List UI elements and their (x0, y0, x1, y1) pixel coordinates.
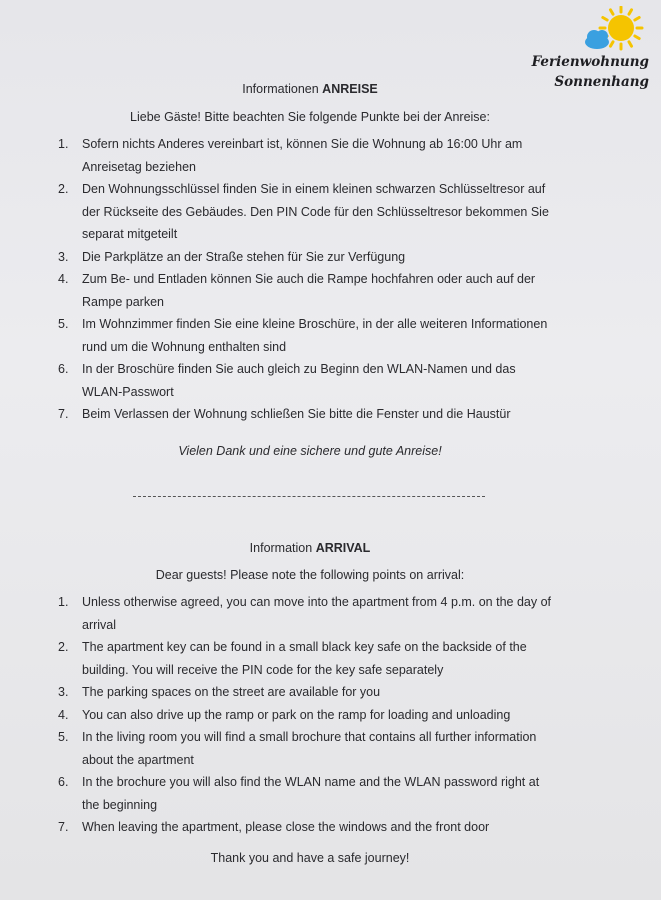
german-closing: Vielen Dank und eine sichere und gute Anreise! (178, 444, 442, 458)
list-item-number: 7. (58, 820, 69, 834)
list-item-number: 6. (58, 775, 69, 789)
list-item-line: Die Parkplätze an der Straße stehen für Sie zur Verfügung (82, 249, 406, 264)
list-item-number: 5. (58, 317, 69, 331)
list-item (58, 681, 598, 704)
german-title (0, 82, 620, 96)
sun-ray (611, 42, 614, 46)
list-item (58, 268, 598, 313)
brand-line-1: Ferienwohnung (531, 54, 649, 70)
english-intro: Dear guests! Please note the following points on arrival: (155, 568, 465, 582)
list-item (58, 816, 598, 839)
list-item-number: 3. (58, 249, 69, 264)
list-item-number: 2. (58, 182, 69, 196)
list-item (58, 358, 598, 403)
list-item (58, 246, 598, 269)
english-closing: Thank you and have a safe journey! (210, 851, 410, 865)
list-item-number: 4. (58, 272, 69, 286)
list-item (58, 313, 598, 358)
list-item-line: Unless otherwise agreed, you can move into the apartment from 4 p.m. on the day of (82, 595, 552, 609)
sun-ray (635, 18, 639, 21)
list-item-line: In the brochure you will also find the WLAN name and the WLAN password right at (82, 775, 540, 789)
german-intro: Liebe Gäste! Bitte beachten Sie folgende Punkte bei der Anreise: (130, 110, 490, 124)
list-item-line: When leaving the apartment, please close the windows and the front door (82, 820, 490, 834)
sun-ray (635, 36, 639, 39)
list-item (58, 636, 598, 681)
sun-cloud-icon (583, 6, 645, 56)
list-item-line: Rampe parken (82, 294, 164, 309)
list-item-number: 4. (58, 707, 69, 722)
german-list (58, 133, 598, 426)
list-item-line: The parking spaces on the street are available for you (82, 685, 381, 699)
english-list (58, 591, 598, 839)
sun-ray (603, 18, 607, 21)
list-item (58, 133, 598, 178)
list-item-line: The apartment key can be found in a small black key safe on the backside of the (82, 640, 527, 654)
list-item-number: 7. (58, 407, 69, 421)
english-title-bold: ARRIVAL (315, 541, 371, 555)
list-item (58, 591, 598, 636)
list-item-number: 1. (58, 137, 69, 151)
list-item (58, 178, 598, 246)
list-item (58, 771, 598, 816)
sun-ray (611, 10, 614, 14)
section-divider (133, 496, 485, 497)
list-item-line: the beginning (82, 797, 158, 812)
german-title-bold: ANREISE (322, 82, 378, 96)
german-title-prefix: Informationen (242, 82, 323, 96)
list-item-line: arrival (82, 617, 117, 632)
list-item-number: 6. (58, 362, 69, 376)
english-title (0, 541, 620, 555)
list-item-number: 2. (58, 640, 69, 654)
list-item (58, 403, 598, 426)
list-item-line: In der Broschüre finden Sie auch gleich zu Beginn den WLAN-Namen und das (82, 362, 516, 376)
list-item-line: rund um die Wohnung enthalten sind (82, 339, 287, 354)
list-item-line: Im Wohnzimmer finden Sie eine kleine Broschüre, in der alle weiteren Informationen (82, 317, 548, 331)
list-item-number: 3. (58, 685, 69, 699)
list-item-line: separat mitgeteilt (82, 227, 178, 241)
list-item-line: WLAN-Passwort (82, 384, 174, 399)
list-item-line: In the living room you will find a small brochure that contains all further information (82, 730, 537, 744)
english-title-prefix: Information (249, 541, 316, 555)
list-item-line: Sofern nichts Anderes vereinbart ist, können Sie die Wohnung ab 16:00 Uhr am (82, 137, 523, 151)
list-item-line: Anreisetag beziehen (82, 159, 196, 174)
list-item-line: der Rückseite des Gebäudes. Den PIN Code für den Schlüsseltresor bekommen Sie (82, 204, 549, 219)
list-item-line: about the apartment (82, 752, 194, 767)
list-item-line: building. You will receive the PIN code for the key safe separately (82, 662, 444, 677)
list-item-number: 5. (58, 730, 69, 744)
list-item (58, 704, 598, 727)
brand-line-2: Sonnenhang (554, 74, 649, 90)
sun-ray (629, 42, 632, 46)
list-item-line: Den Wohnungsschlüssel finden Sie in einem kleinen schwarzen Schlüsseltresor auf (82, 182, 546, 196)
list-item-line: You can also drive up the ramp or park on the ramp for loading and unloading (82, 707, 511, 722)
list-item-number: 1. (58, 595, 69, 609)
list-item-line: Beim Verlassen der Wohnung schließen Sie bitte die Fenster und die Haustür (82, 407, 511, 421)
list-item (58, 726, 598, 771)
list-item-line: Zum Be- und Entladen können Sie auch die Rampe hochfahren oder auch auf der (82, 272, 536, 286)
sun-ray (629, 10, 632, 14)
